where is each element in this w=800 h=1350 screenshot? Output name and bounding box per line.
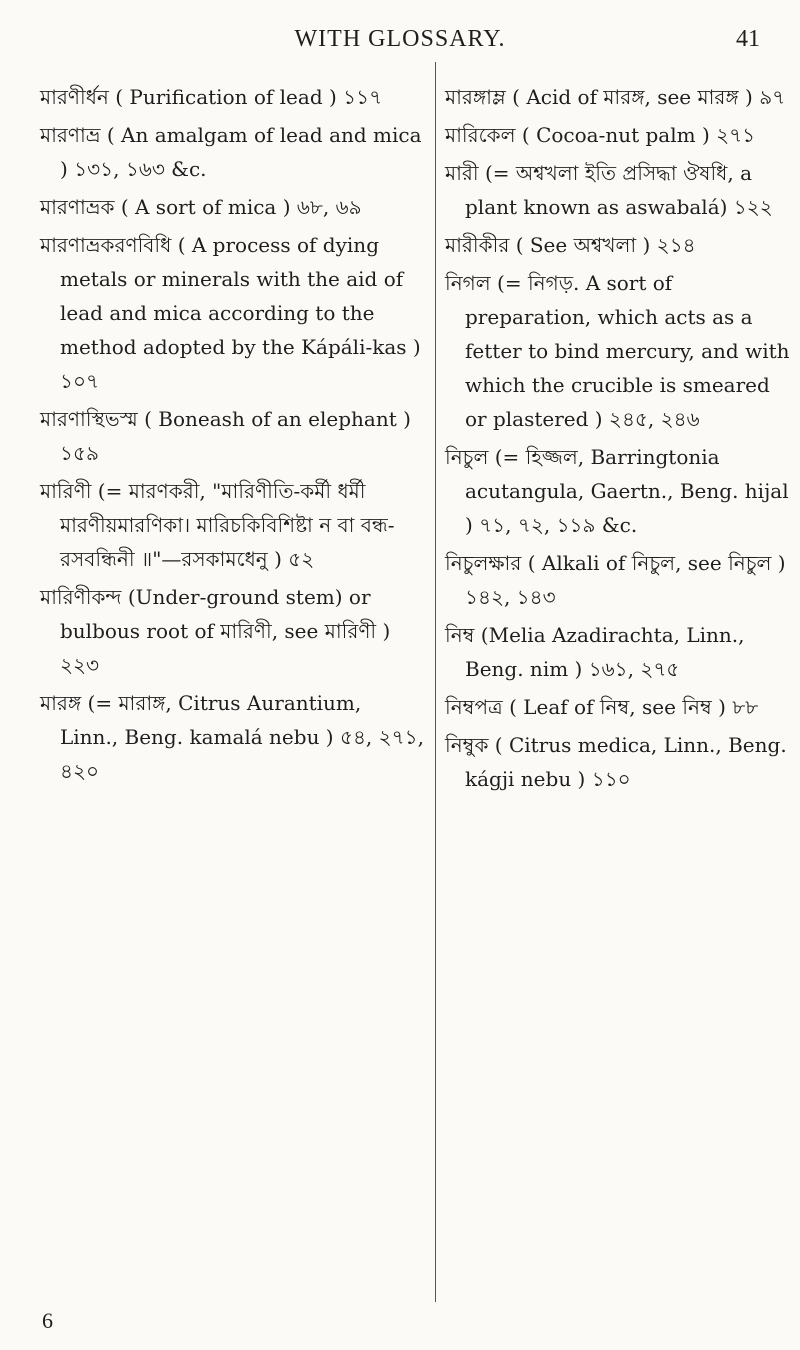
- glossary-entry: নিচুলক্ষার ( Alkali of নিচুল, see নিচুল ) ১৪২, ১৪৩: [445, 551, 786, 609]
- glossary-entry: মারীকীর ( See অশ্বখলা ) ২১৪: [445, 233, 696, 257]
- column-divider: [435, 62, 436, 1302]
- glossary-entry: মারঙ্গাম্ল ( Acid of মারঙ্গ, see মারঙ্গ ) ৯৭: [445, 85, 786, 109]
- glossary-entry: মারণাভ্র ( An amalgam of lead and mica ) ১৩১, ১৬৩ &c.: [40, 123, 422, 181]
- glossary-entry: মারণাভ্রকরণবিধি ( A process of dying metals or minerals with the aid of lead and mica according to the method adopted by the Kápáli-kas ) ১০৭: [40, 233, 421, 393]
- page-number: 41: [736, 26, 760, 52]
- page-header: [0, 26, 800, 66]
- glossary-entry: মারণাভ্রক ( A sort of mica ) ৬৮, ৬৯: [40, 195, 362, 219]
- running-head: WITH GLOSSARY.: [294, 26, 506, 52]
- glossary-entry: মারিণীকন্দ (Under-ground stem) or bulbous root of মারিণী, see মারিণী ) ২২৩: [40, 585, 391, 677]
- glossary-entry: নিম্বুক ( Citrus medica, Linn., Beng. kágji nebu ) ১১০: [445, 733, 787, 791]
- glossary-entry: মারিকেল ( Cocoa-nut palm ) ২৭১: [445, 123, 756, 147]
- glossary-entry: মারণীর্ধন ( Purification of lead ) ১১৭: [40, 85, 383, 109]
- glossary-entry: মারিণী (= মারণকরী, "মারিণীতি-কর্মী ধর্মী মারণীয়মারণিকা। মারিচকিবিশিষ্টা ন বা বন্ধ-রসবন্ধিনী ॥"—রসকামধেনু ) ৫২: [40, 479, 395, 571]
- glossary-entry: নিচুল (= হিজ্জল, Barringtonia acutangula, Gaertn., Beng. hijal ) ৭১, ৭২, ১১৯ &c.: [445, 445, 789, 537]
- glossary-entry: নিম্বপত্র ( Leaf of নিম্ব, see নিম্ব ) ৮৮: [445, 695, 759, 719]
- glossary-entry: মারণাস্থিভস্ম ( Boneash of an elephant ) ১৫৯: [40, 407, 411, 465]
- right-column: [445, 80, 790, 800]
- glossary-entry: মারঙ্গ (= মারাঙ্গ, Citrus Aurantium, Linn., Beng. kamalá nebu ) ৫৪, ২৭১, ৪২০: [40, 691, 424, 783]
- glossary-entry: নিম্ব (Melia Azadirachta, Linn., Beng. nim ) ১৬১, ২৭৫: [445, 623, 745, 681]
- left-column: [40, 80, 425, 792]
- signature-mark: 6: [42, 1308, 53, 1333]
- glossary-entry: মারী (= অশ্বখলা ইতি প্রসিদ্ধা ঔষধি, a plant known as aswabalá) ১২২: [445, 161, 773, 219]
- glossary-entry: নিগল (= নিগড়. A sort of preparation, which acts as a fetter to bind mercury, and with which the crucible is smeared or plastered ) ২৪৫, ২৪৬: [445, 271, 790, 431]
